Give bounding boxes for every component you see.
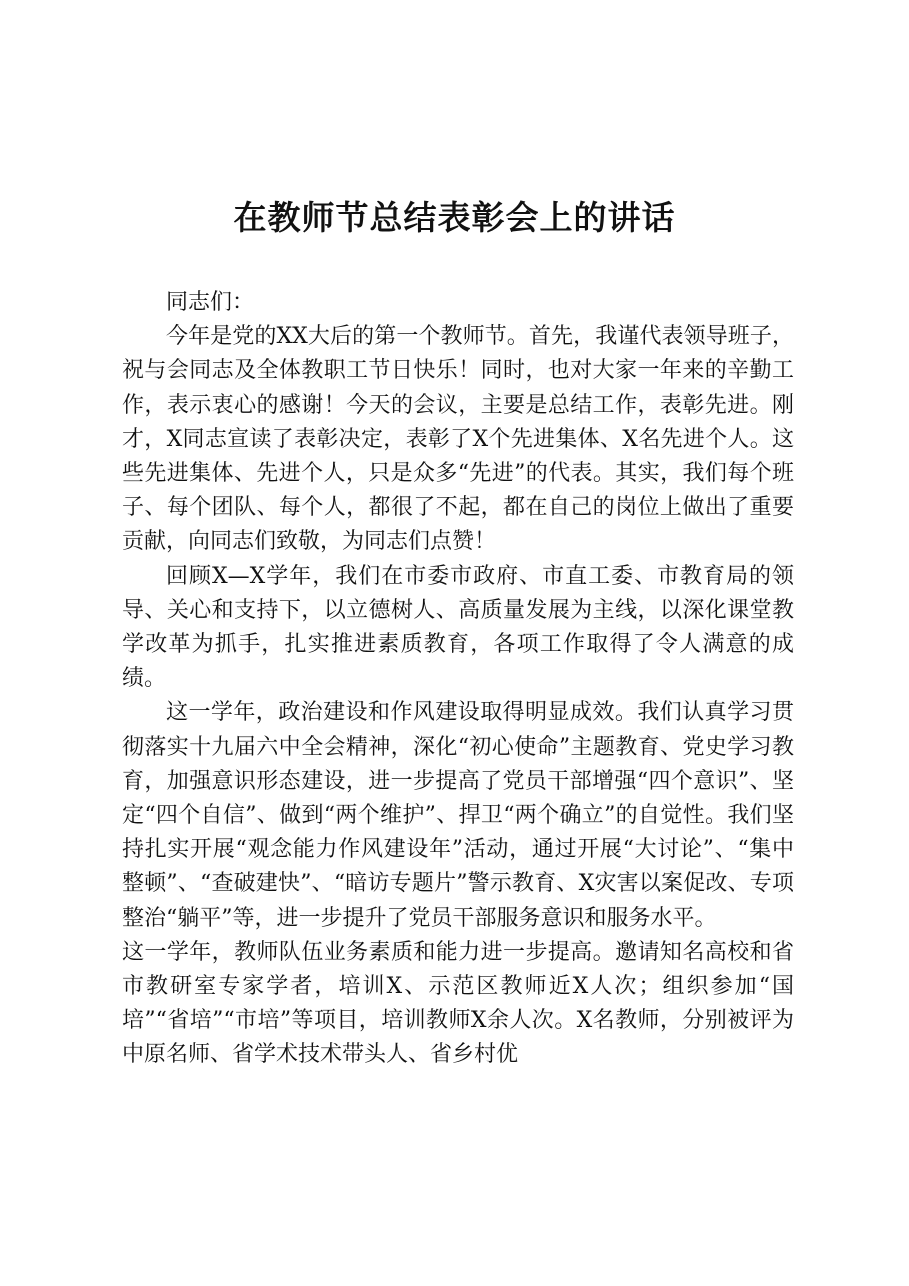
document-body [122,286,794,1073]
salutation: 同志们： [166,290,255,315]
document-title: 在教师节总结表彰会上的讲话 [233,198,676,237]
paragraph-4: 这一学年，教师队伍业务素质和能力进一步提高。邀请知名高校和省市教研室专家学者，培训X、示范区教师近X人次；组织参加“国培”“省培”“市培”等项目，培训教师X余人次。X名教师，分别被评为中原名师、省学术技术带头人、省乡村优 [122,939,794,1068]
paragraph-1: 今年是党的XX大后的第一个教师节。首先，我谨代表领导班子，祝与会同志及全体教职工节日快乐！同时，也对大家一年来的辛勤工作，表示衷心的感谢！今天的会议，主要是总结工作，表彰先进。刚才，X同志宣读了表彰决定，表彰了X个先进集体、X名先进个人。这些先进集体、先进个人，只是众多“先进”的代表。其实，我们每个班子、每个团队、每个人，都很了不起，都在自己的岗位上做出了重要贡献，向同志们致敬，为同志们点赞！ [122,324,794,555]
paragraph-3: 这一学年，政治建设和作风建设取得明显成效。我们认真学习贯彻落实十九届六中全会精神，深化“初心使命”主题教育、党史学习教育，加强意识形态建设，进一步提高了党员干部增强“四个意识”、坚定“四个自信”、做到“两个维护”、捍卫“两个确立”的自觉性。我们坚持扎实开展“观念能力作风建设年”活动，通过开展“大讨论”、“集中整顿”、“查破建快”、“暗访专题片”警示教育、X灾害以案促改、专项整治“躺平”等，进一步提升了党员干部服务意识和服务水平。 [122,700,794,931]
paragraph-2: 回顾X—X学年，我们在市委市政府、市直工委、市教育局的领导、关心和支持下，以立德树人、高质量发展为主线，以深化课堂教学改革为抓手，扎实推进素质教育，各项工作取得了令人满意的成绩。 [122,563,794,692]
